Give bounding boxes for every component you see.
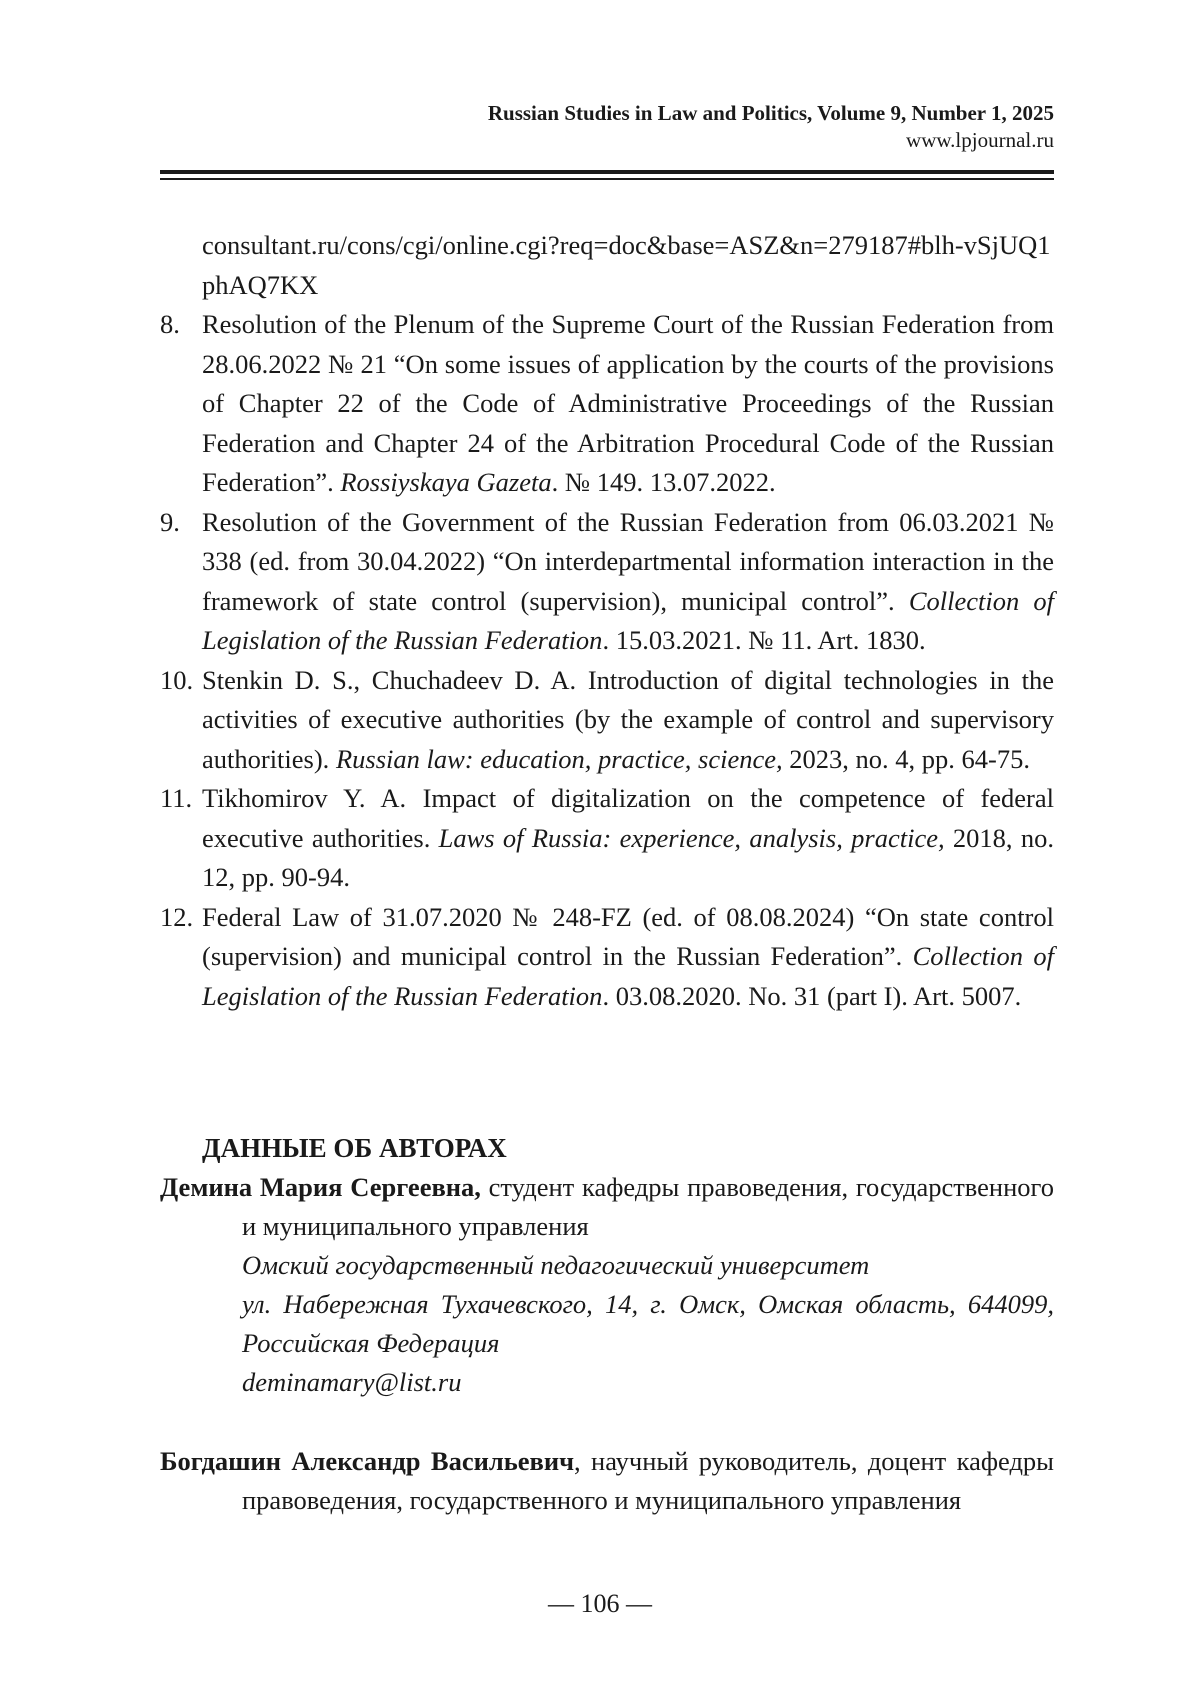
reference-text	[202, 779, 1054, 898]
reference-body: Stenkin D. S., Chuchadeev D. A. Introduction of digital technologies in the activities of executive authorities (by the example of control and supervisory authorities).	[202, 664, 1054, 774]
reference-body: Resolution of the Government of the Russian Federation from 06.03.2021 № 338 (ed. from 30.04.2022) “On interdepartmental information interaction in the framework of state control (supervision), municipal control”.	[202, 506, 1054, 616]
author-entry	[160, 1442, 1054, 1520]
page-number: — 106 —	[548, 1589, 652, 1618]
header-rule-thin	[160, 178, 1054, 180]
reference-text	[202, 305, 1054, 503]
reference-body: Federal Law of 31.07.2020 № 248-FZ (ed. of 08.08.2024) “On state control (supervision) and municipal control in the Russian Federation”.	[202, 901, 1054, 971]
reference-number: 12.	[160, 901, 194, 932]
reference-text	[202, 661, 1054, 780]
reference-list	[160, 226, 1054, 1016]
author-address: ул. Набережная Тухачевского, 14, г. Омск, Омская область, 644099, Российская Федерация	[242, 1289, 1054, 1358]
reference-source: Laws of Russia: experience, analysis, practice,	[438, 822, 945, 853]
reference-item	[160, 503, 1054, 661]
journal-url: www.lpjournal.ru	[906, 128, 1054, 152]
reference-item	[160, 661, 1054, 780]
reference-item	[160, 779, 1054, 898]
author-role: студент кафедры правоведения, государственного и муниципального управления	[242, 1172, 1054, 1241]
reference-number: 11.	[160, 783, 193, 813]
reference-number: 10.	[160, 664, 194, 695]
reference-tail: 2023, no. 4, pp. 64-75.	[782, 743, 1030, 774]
reference-body: Tikhomirov Y. A. Impact of digitalization on the competence of federal executive authorities.	[202, 783, 1054, 853]
header-rule-thick	[160, 170, 1054, 174]
reference-tail: . 03.08.2020. No. 31 (part I). Art. 5007.	[602, 980, 1022, 1011]
author-role: , научный руководитель, доцент кафедры правоведения, государственного и муниципального управления	[242, 1446, 1054, 1515]
reference-tail: . № 149. 13.07.2022.	[551, 467, 776, 497]
journal-title: Russian Studies in Law and Politics, Volume 9, Number 1, 2025	[487, 101, 1054, 125]
reference-tail: . 15.03.2021. № 11. Art. 1830.	[602, 625, 926, 655]
reference-number: 8.	[160, 309, 180, 339]
author-name: Богдашин Александр Васильевич	[160, 1446, 575, 1476]
reference-number: 9.	[160, 506, 180, 537]
author-entry	[160, 1168, 1054, 1402]
author-main-line	[160, 1442, 1054, 1520]
reference-source: Russian law: education, practice, science,	[335, 743, 783, 774]
reference-tail: 2018, no. 12, pp. 90-94.	[202, 822, 1054, 892]
reference-source: Collection of Legislation of the Russian Federation	[202, 585, 1054, 655]
author-affiliation: Омский государственный педагогический университет	[242, 1250, 870, 1280]
author-name: Демина Мария Сергеевна,	[160, 1172, 481, 1202]
reference-source: Collection of Legislation of the Russian Federation	[202, 941, 1054, 1011]
reference-source: Rossiyskaya Gazeta	[340, 467, 552, 497]
reference-body: Resolution of the Plenum of the Supreme Court of the Russian Federation from 28.06.2022 № 21 “On some issues of application by the courts of the provisions of Chapter 22 of the Code of Administrative Proceedings of the Russian Federation and Chapter 24 of the Arbitration Procedural Code of the Russian Federation”.	[202, 309, 1054, 497]
author-email: deminamary@list.ru	[242, 1367, 462, 1397]
author-main-line	[160, 1168, 1054, 1246]
reference-text	[202, 898, 1054, 1017]
author-spacer	[160, 1402, 1054, 1442]
reference-text	[202, 503, 1054, 661]
running-header	[160, 100, 1054, 154]
reference-item	[160, 305, 1054, 503]
reference-item	[160, 898, 1054, 1017]
authors-section	[160, 1128, 1054, 1520]
reference-continuation: consultant.ru/cons/cgi/online.cgi?req=doc&base=ASZ&n=279187#blh-vSjUQ1phAQ7KX	[202, 230, 1051, 300]
authors-heading: ДАННЫЕ ОБ АВТОРАХ	[202, 1133, 507, 1163]
